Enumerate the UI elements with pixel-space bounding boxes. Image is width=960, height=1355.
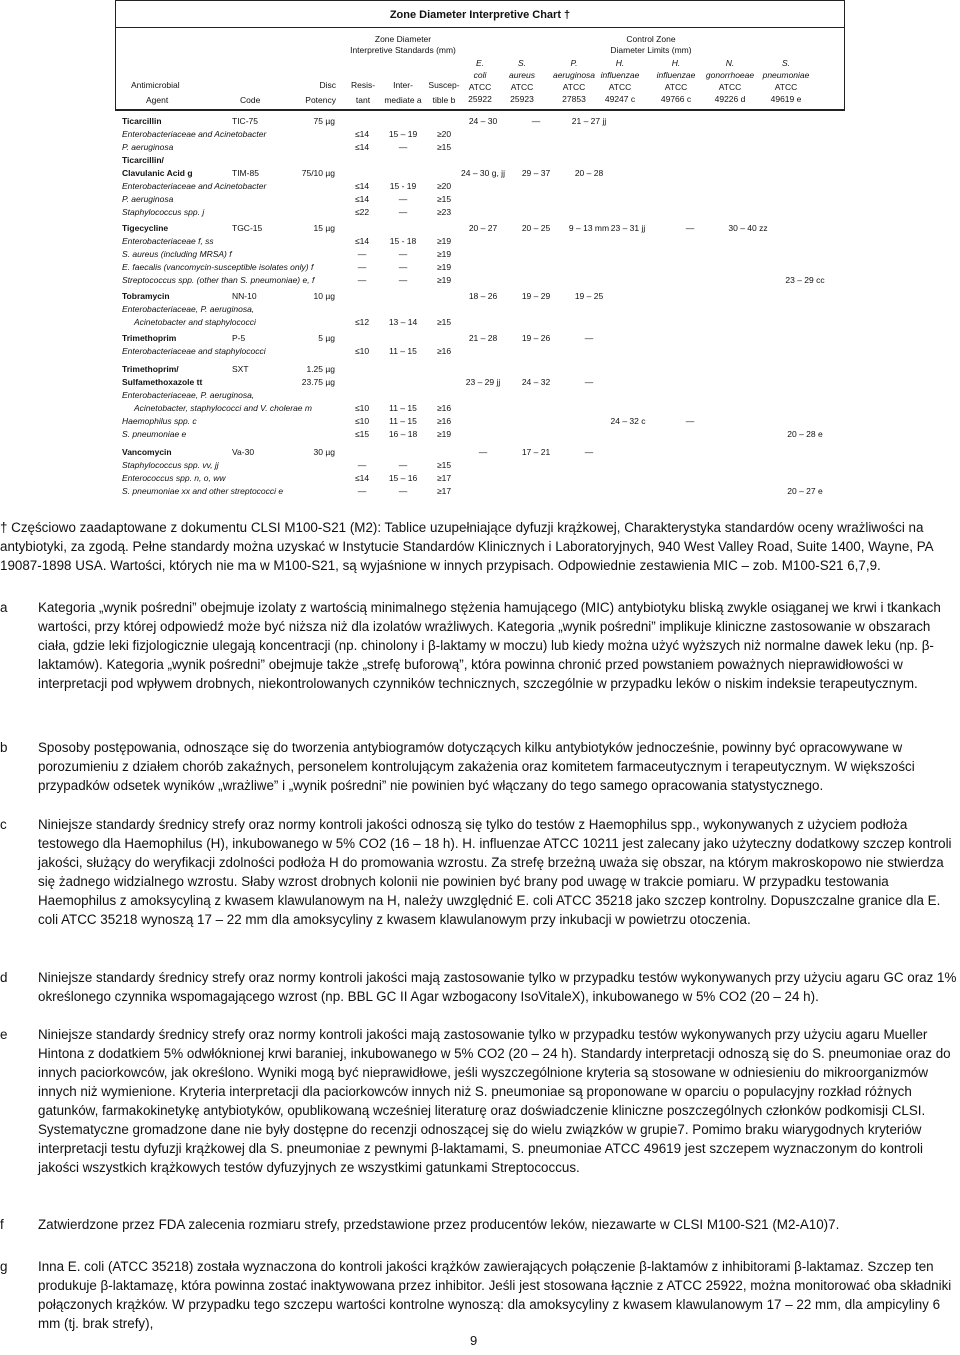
agent-code: TIC-75 bbox=[232, 116, 258, 126]
zone-susceptible: ≥15 bbox=[436, 317, 452, 327]
control-limit: 17 – 21 bbox=[521, 447, 551, 457]
agent-name: Vancomycin bbox=[122, 447, 172, 457]
organism-group: E. faecalis (vancomycin-susceptible isolates only) f bbox=[122, 262, 314, 272]
zone-intermediate: 11 – 15 bbox=[389, 346, 417, 356]
footnote-text: Kategoria „wynik pośredni” obejmuje izolaty z wartością minimalnego stężenia hamującego (MIC) antybiotyku bliską zwykle osiąganej we krwi i tkankach wartości, przy której odpowiedź może być niższa niż dla izolatów wrażliwych. Kategoria „wynik pośredni” implikuje kliniczne zastosowanie w obszarach ciała, gdzie leki fizjologicznie ulegają koncentracji (np. chinolony i β-laktamy w moczu) lub kiedy można użyć wyższych niż normalne dawek leku (np. β-laktamów). Kategoria „wynik pośredni” obejmuje także „strefę buforową”, która powinna chronić przed powstaniem poważnych nieprawidłowości w interpretacji pod wpływem drobnych, niekontrolowanych czynników technicznych, szczególnie w przypadku leków o niskim indeksie terapeutycznym. bbox=[38, 600, 941, 691]
control-limit: 9 – 13 mm bbox=[568, 223, 610, 233]
zone-susceptible: ≥19 bbox=[436, 249, 452, 259]
control-org-header-2-line-2: aureus bbox=[509, 70, 535, 80]
col-code: Code bbox=[240, 95, 261, 105]
control-org-header-6-line-4: 49226 d bbox=[714, 94, 746, 104]
zone-susceptible: ≥19 bbox=[436, 236, 452, 246]
footnote-d bbox=[0, 968, 960, 1024]
control-limit: — bbox=[685, 223, 695, 233]
control-org-header-2-line-3: ATCC bbox=[510, 82, 534, 92]
control-org-header-4-line-3: ATCC bbox=[608, 82, 632, 92]
zone-intermediate: 16 – 18 bbox=[388, 429, 418, 439]
col-intermediate-2: mediate a bbox=[384, 95, 422, 105]
zone-susceptible: ≥23 bbox=[436, 207, 452, 217]
col-agent-2: Agent bbox=[146, 95, 169, 105]
control-org-header-2-line-1: S. bbox=[517, 58, 527, 68]
zone-susceptible: ≥15 bbox=[436, 460, 452, 470]
footnote-letter: e bbox=[0, 1027, 8, 1042]
zone-susceptible: ≥19 bbox=[436, 262, 452, 272]
footnote-b bbox=[0, 738, 960, 814]
zone-resistant: — bbox=[357, 486, 367, 496]
control-org-header-3-line-1: P. bbox=[570, 58, 578, 68]
organism-group: Streptococcus spp. (other than S. pneumoniae) e, f bbox=[122, 275, 315, 285]
col-susceptible-1: Suscep- bbox=[428, 80, 460, 90]
zone-resistant: — bbox=[357, 275, 367, 285]
zone-resistant: ≤10 bbox=[354, 346, 370, 356]
organism-group: Staphylococcus spp. vv, jj bbox=[122, 460, 219, 470]
disc-potency: 23.75 µg bbox=[301, 377, 335, 387]
footnote-letter: d bbox=[0, 970, 8, 985]
organism-group: P. aeruginosa bbox=[122, 142, 174, 152]
control-limit: 23 – 29 jj bbox=[465, 377, 501, 387]
footnote-text: Zatwierdzone przez FDA zalecenia rozmiaru strefy, przedstawione przez producentów leków, niezawarte w CLSI M100-S21 (M2-A10)7. bbox=[38, 1217, 840, 1232]
control-limit: — bbox=[584, 333, 594, 343]
col-susceptible-2: tible b bbox=[432, 95, 456, 105]
disc-potency: 30 µg bbox=[313, 447, 335, 457]
control-limit: — bbox=[584, 447, 594, 457]
agent-code: TGC-15 bbox=[232, 223, 263, 233]
control-limit: 19 – 26 bbox=[521, 333, 551, 343]
zone-resistant: ≤14 bbox=[354, 181, 370, 191]
control-limit: 19 – 25 bbox=[574, 291, 604, 301]
control-group-label-2: Diameter Limits (mm) bbox=[610, 45, 692, 55]
zone-intermediate: 15 – 19 bbox=[388, 129, 418, 139]
zone-intermediate: 15 - 18 bbox=[389, 236, 417, 246]
control-group-label: Control Zone bbox=[626, 34, 676, 44]
control-limit: — bbox=[685, 416, 695, 426]
footnote-letter: g bbox=[0, 1259, 8, 1274]
control-org-header-4-line-1: H. bbox=[615, 58, 625, 68]
control-limit: 30 – 40 zz bbox=[728, 223, 768, 233]
zone-resistant: ≤15 bbox=[354, 429, 370, 439]
footnote-c bbox=[0, 815, 960, 967]
control-limit: 20 – 28 bbox=[574, 168, 604, 178]
control-limit: — bbox=[584, 377, 594, 387]
control-limit: 20 – 27 e bbox=[787, 486, 823, 496]
organism-group: Enterobacteriaceae f, ss bbox=[122, 236, 214, 246]
control-org-header-1-line-2: coli bbox=[473, 70, 487, 80]
zone-susceptible: ≥20 bbox=[436, 129, 452, 139]
control-org-header-7-line-4: 49619 e bbox=[770, 94, 802, 104]
organism-group: Enterobacteriaceae, P. aeruginosa, bbox=[122, 304, 255, 314]
zone-group-label-2: Interpretive Standards (mm) bbox=[350, 45, 456, 55]
control-org-header-1-line-4: 25922 bbox=[468, 94, 492, 104]
organism-group: P. aeruginosa bbox=[122, 194, 174, 204]
control-limit: 20 – 28 e bbox=[787, 429, 823, 439]
zone-susceptible: ≥20 bbox=[436, 181, 452, 191]
control-org-header-1-line-3: ATCC bbox=[468, 82, 492, 92]
zone-intermediate: — bbox=[398, 275, 408, 285]
zone-resistant: ≤10 bbox=[354, 403, 370, 413]
disc-potency: 15 µg bbox=[313, 223, 335, 233]
zone-resistant: — bbox=[357, 249, 367, 259]
zone-intermediate: 11 – 15 bbox=[389, 403, 417, 413]
zone-susceptible: ≥16 bbox=[436, 346, 452, 356]
agent-name: Clavulanic Acid g bbox=[122, 168, 193, 178]
disc-potency: 1.25 µg bbox=[306, 364, 335, 374]
control-limit: 18 – 26 bbox=[468, 291, 498, 301]
control-org-header-5-line-4: 49766 c bbox=[660, 94, 692, 104]
organism-group: Enterobacteriaceae, P. aeruginosa, bbox=[122, 390, 255, 400]
control-org-header-4-line-2: influenzae bbox=[600, 70, 640, 80]
control-org-header-3-line-4: 27853 bbox=[562, 94, 586, 104]
zone-susceptible: ≥15 bbox=[436, 194, 452, 204]
header-rule bbox=[115, 110, 845, 111]
chart-title: Zone Diameter Interpretive Chart † bbox=[115, 0, 845, 28]
col-resistant-2: tant bbox=[355, 95, 371, 105]
organism-group: Enterobacteriaceae and Acinetobacter bbox=[122, 181, 267, 191]
control-org-header-6-line-2: gonorrhoeae bbox=[705, 70, 755, 80]
col-disc-2: Potency bbox=[305, 95, 336, 105]
agent-code: Va-30 bbox=[232, 447, 255, 457]
zone-susceptible: ≥17 bbox=[436, 486, 452, 496]
footnote-letter: b bbox=[0, 740, 8, 755]
zone-resistant: ≤12 bbox=[354, 317, 370, 327]
footnote-text: Niniejsze standardy średnicy strefy oraz normy kontroli jakości odnoszą się tylko do testów z Haemophilus spp., wykonywanych z użyciem podłoża testowego dla Haemophilus (H), inkubowanego w 5% CO2 (16 – 18 h). H. influenzae ATCC 10211 jest zalecany jako użyteczny dodatkowy szczep kontroli jakości, służący do weryfikacji zdolności podłoża H do promowania wzrostu. Za strefę brzeżną uważa się obszar, na którym makroskopowo nie stwierdza się żadnego widzialnego wzrostu. Słaby wzrost drobnych kolonii nie powinien być brany pod uwagę w trakcie pomiaru. W przypadku testowania Haemophilus z amoksycyliną z kwasem klawulanowym na H, należy uwzględnić E. coli ATCC 35218 jako szczep kontrolny. Dopuszczalne granice dla E. coli ATCC 35218 wynoszą 17 – 22 mm dla amoksycyliny z kwasem klawulanowym przy inkubacji w powietrzu otoczenia. bbox=[38, 817, 952, 927]
disc-potency: 5 µg bbox=[318, 333, 335, 343]
agent-code: P-5 bbox=[232, 333, 246, 343]
control-org-header-4-line-4: 49247 c bbox=[604, 94, 636, 104]
page-number: 9 bbox=[470, 1333, 478, 1348]
zone-resistant: ≤14 bbox=[354, 129, 370, 139]
organism-group: S. pneumoniae xx and other streptococci e bbox=[122, 486, 284, 496]
agent-name: Trimethoprim/ bbox=[122, 364, 179, 374]
zone-susceptible: ≥17 bbox=[436, 473, 452, 483]
organism-group: Staphylococcus spp. j bbox=[122, 207, 205, 217]
control-limit: 20 – 25 bbox=[521, 223, 551, 233]
control-limit: 23 – 31 jj bbox=[610, 223, 646, 233]
disc-potency: 75 µg bbox=[313, 116, 335, 126]
organism-group: S. aureus (including MRSA) f bbox=[122, 249, 232, 259]
zone-intermediate: 15 - 19 bbox=[389, 181, 417, 191]
disc-potency: 10 µg bbox=[313, 291, 335, 301]
control-limit: 24 – 32 c bbox=[610, 416, 646, 426]
control-limit: 21 – 28 bbox=[468, 333, 498, 343]
control-org-header-5-line-1: H. bbox=[671, 58, 681, 68]
control-limit: — bbox=[531, 116, 541, 126]
agent-name: Ticarcillin bbox=[122, 116, 162, 126]
zone-intermediate: — bbox=[398, 194, 408, 204]
zone-intermediate: — bbox=[398, 486, 408, 496]
disc-potency: 75/10 µg bbox=[301, 168, 335, 178]
zone-susceptible: ≥15 bbox=[436, 142, 452, 152]
zone-intermediate: 11 – 15 bbox=[389, 416, 417, 426]
zone-intermediate: 15 – 16 bbox=[388, 473, 418, 483]
agent-name: Trimethoprim bbox=[122, 333, 177, 343]
control-limit: 23 – 29 cc bbox=[785, 275, 825, 285]
control-limit: 24 – 30 g, jj bbox=[461, 168, 505, 178]
control-org-header-5-line-2: influenzae bbox=[656, 70, 696, 80]
agent-code: TIM-85 bbox=[232, 168, 259, 178]
zone-intermediate: 13 – 14 bbox=[388, 317, 418, 327]
organism-group: Haemophilus spp. c bbox=[122, 416, 197, 426]
control-org-header-6-line-1: N. bbox=[725, 58, 735, 68]
agent-name: Sulfamethoxazole tt bbox=[122, 377, 203, 387]
zone-susceptible: ≥16 bbox=[436, 403, 452, 413]
control-limit: 24 – 30 bbox=[468, 116, 498, 126]
control-org-header-3-line-2: aeruginosa bbox=[552, 70, 596, 80]
organism-group: Enterobacteriaceae and staphylococci bbox=[122, 346, 266, 356]
organism-group: Acinetobacter, staphylococci and V. cholerae m bbox=[134, 403, 312, 413]
zone-intermediate: — bbox=[398, 142, 408, 152]
control-org-header-7-line-2: pneumoniae bbox=[762, 70, 810, 80]
zone-resistant: ≤10 bbox=[354, 416, 370, 426]
footnote-text: Inna E. coli (ATCC 35218) została wyznaczona do kontroli jakości krążków zawierających połączenie β-laktamów z inhibitorami β-laktamaz. Szczep ten produkuje β-laktamazę, która powinna zostać inaktywowana przez inhibitor. Jeśli jest stosowana łącznie z ATCC 25922, można monitorować oba składniki połączonych krążków. W przypadku tego szczepu wartości kontrolne wynoszą: dla amoksycyliny z kwasem klawulanowym 17 – 22 mm, dla ampicyliny 6 mm (tj. brak strefy), bbox=[38, 1259, 952, 1331]
zone-intermediate: — bbox=[398, 460, 408, 470]
zone-resistant: ≤14 bbox=[354, 473, 370, 483]
control-org-header-7-line-1: S. bbox=[781, 58, 791, 68]
control-org-header-3-line-3: ATCC bbox=[562, 82, 586, 92]
agent-name: Tobramycin bbox=[122, 291, 170, 301]
zone-resistant: — bbox=[357, 262, 367, 272]
organism-group: S. pneumoniae e bbox=[122, 429, 187, 439]
col-resistant-1: Resis- bbox=[350, 80, 376, 90]
zone-susceptible: ≥19 bbox=[436, 275, 452, 285]
control-org-header-5-line-3: ATCC bbox=[664, 82, 688, 92]
zone-intermediate: — bbox=[398, 249, 408, 259]
agent-name: Tigecycline bbox=[122, 223, 169, 233]
zone-intermediate: — bbox=[398, 262, 408, 272]
agent-code: SXT bbox=[232, 364, 249, 374]
zone-resistant: ≤14 bbox=[354, 236, 370, 246]
footnote-text: Niniejsze standardy średnicy strefy oraz normy kontroli jakości mają zastosowanie tylko w przypadku testów wykonywanych przy użyciu agaru Mueller Hintona z dodatkiem 5% odwłóknionej krwi baraniej, inkubowanego w 5% CO2 (20 – 24 h). Standardy interpretacji odnoszą się do S. pneumoniae oraz do innych paciorkowców, jak określono. Wyniki mogą być nieprawidłowe, jeśli wyszczególnione kryteria są stosowane w odniesieniu do mikroorganizmów innych niż wymienione. Kryteria interpretacji dla paciorkowców innych niż S. pneumoniae są proponowane w oparciu o populacyjny rozkład różnych gatunków, farmakokinetykę antybiotyków, opublikowaną wcześniej literaturę oraz doświadczenie kliniczne poszczególnych członków podkomisji CLSI. Systematyczne gromadzone dane nie były dostępne do recenzji odnoszącej się do wielu związków w grupie7. Pomimo braku wiarygodnych kryteriów interpretacji testu dyfuzji krążkowej dla S. pneumoniae z pewnymi β-laktamami, S. pneumoniae ATCC 49619 jest szczepem wyznaczonym do kontroli jakości wszystkich krążkowych testów dyfuzyjnych ze wszystkimi gatunkami Streptococcus. bbox=[38, 1027, 951, 1175]
footnote-letter: c bbox=[0, 817, 7, 832]
control-limit: 29 – 37 bbox=[521, 168, 551, 178]
zone-resistant: ≤14 bbox=[354, 142, 370, 152]
organism-group: Acinetobacter and staphylococci bbox=[134, 317, 256, 327]
zone-group-label: Zone Diameter bbox=[374, 34, 432, 44]
footnote-a bbox=[0, 598, 960, 738]
zone-resistant: ≤22 bbox=[354, 207, 370, 217]
footnote-text: Niniejsze standardy średnicy strefy oraz normy kontroli jakości mają zastosowanie tylko w przypadku testów wykonywanych przy użyciu agaru GC oraz 1% określonego czynnika wspomagającego wzrost (np. BBL GC II Agar wzbogacony IsoVitaleX), inkubowanego w 5% CO2 (20 – 24 h). bbox=[38, 970, 957, 1004]
control-org-header-7-line-3: ATCC bbox=[774, 82, 798, 92]
organism-group: Enterobacteriaceae and Acinetobacter bbox=[122, 129, 267, 139]
agent-name: Ticarcillin/ bbox=[122, 155, 164, 165]
col-agent-1: Antimicrobial bbox=[131, 80, 180, 90]
col-disc-1: Disc bbox=[319, 80, 336, 90]
footnote-letter: a bbox=[0, 600, 8, 615]
agent-code: NN-10 bbox=[232, 291, 257, 301]
footnote-letter: f bbox=[0, 1217, 4, 1232]
zone-intermediate: — bbox=[398, 207, 408, 217]
organism-group: Enterococcus spp. n, o, ww bbox=[122, 473, 226, 483]
control-limit: 21 – 27 jj bbox=[571, 116, 607, 126]
control-limit: 20 – 27 bbox=[468, 223, 498, 233]
zone-susceptible: ≥16 bbox=[436, 416, 452, 426]
footnote-text: Sposoby postępowania, odnoszące się do tworzenia antybiogramów dotyczących kilku antybiotyków jednocześnie, powinny być opracowywane w porozumieniu z działem chorób zakaźnych, personelem kontrolującym zakażenia oraz komitetem farmaceutycznym i terapeutycznym. W większości przypadków odsetek wyników „wrażliwe” i „wynik pośredni” nie powinien być włączany do tego samego opracowania statystycznego. bbox=[38, 740, 915, 793]
zone-resistant: — bbox=[357, 460, 367, 470]
control-org-header-1-line-1: E. bbox=[475, 58, 485, 68]
zone-susceptible: ≥19 bbox=[436, 429, 452, 439]
control-limit: 19 – 29 bbox=[521, 291, 551, 301]
dagger-footnote: † Częściowo zaadaptowane z dokumentu CLSI M100-S21 (M2): Tablice uzupełniające dyfuzji krążkowej, Charakterystyka standardów oceny wrażliwości na antybiotyki, za zgodą. Pełne standardy można uzyskać w Instytucie Standardów Klinicznych i Laboratoryjnych, 940 West Valley Road, Suite 1400, Wayne, PA 19087-1898 USA. Wartości, których nie ma w M100-S21, są wyjaśnione w innych przypisach. Odpowiednie zestawienia MIC – zob. M100-S21 6,7,9. bbox=[0, 520, 933, 573]
footnote-e bbox=[0, 1025, 960, 1213]
control-limit: — bbox=[478, 447, 488, 457]
footnote-g bbox=[0, 1257, 960, 1337]
zone-resistant: ≤14 bbox=[354, 194, 370, 204]
chart-header bbox=[115, 27, 845, 110]
footnote-f bbox=[0, 1215, 960, 1255]
control-limit: 24 – 32 bbox=[521, 377, 551, 387]
control-org-header-2-line-4: 25923 bbox=[510, 94, 534, 104]
col-intermediate-1: Inter- bbox=[393, 80, 413, 90]
control-org-header-6-line-3: ATCC bbox=[718, 82, 742, 92]
